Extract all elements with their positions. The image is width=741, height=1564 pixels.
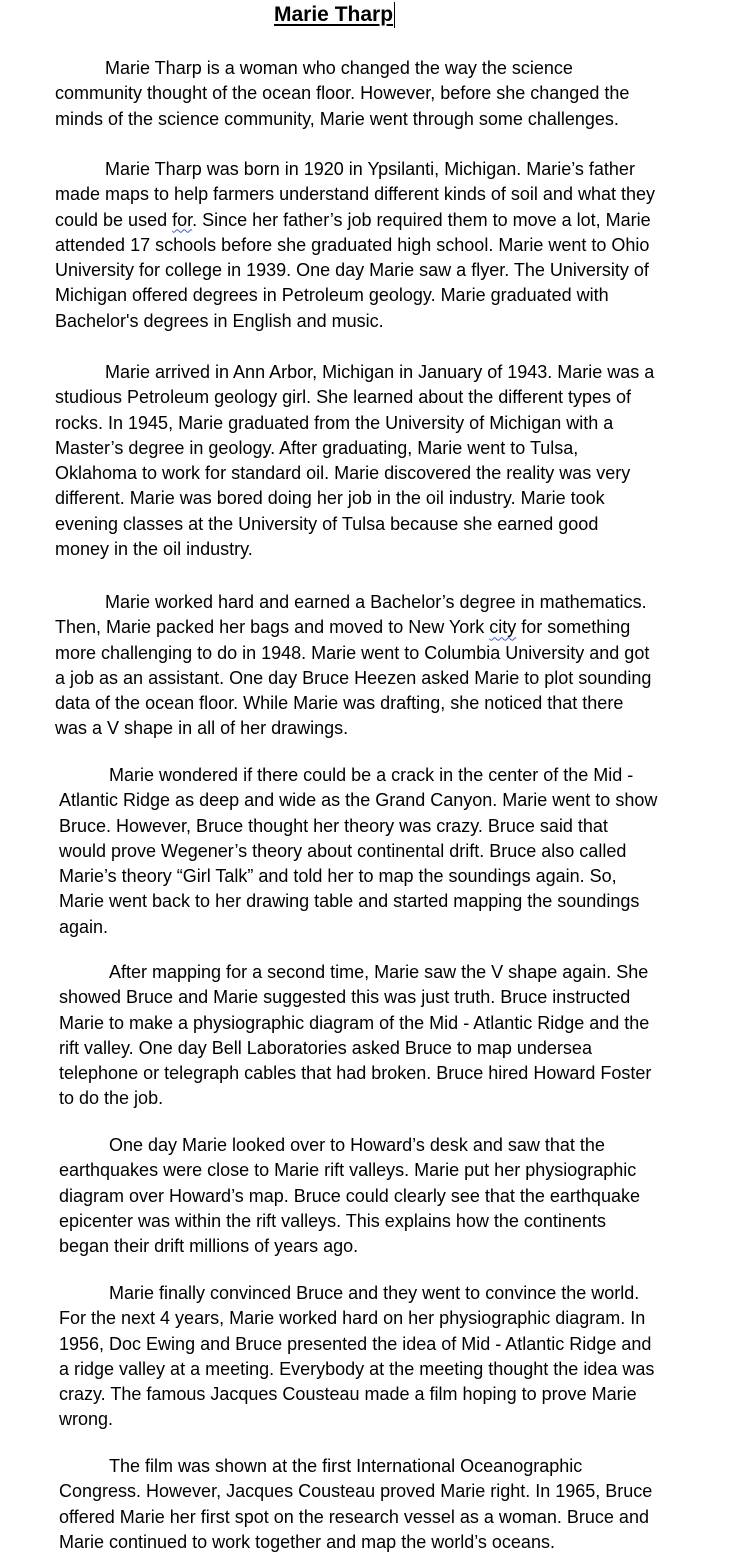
paragraph-line: Master’s degree in geology. After graduating, Marie went to Tulsa,: [55, 437, 579, 458]
paragraph-line: to do the job.: [59, 1088, 164, 1109]
paragraph-line: crazy. The famous Jacques Cousteau made a film hoping to prove Marie: [59, 1384, 637, 1405]
paragraph-line: Bruce. However, Bruce thought her theory was crazy. Bruce said that: [59, 815, 608, 836]
paragraph-line: epicenter was within the rift valleys. This explains how the continents: [59, 1210, 606, 1231]
paragraph-line: minds of the science community, Marie went through some challenges.: [55, 108, 619, 129]
paragraph-line: diagram over Howard’s map. Bruce could clearly see that the earthquake: [59, 1185, 640, 1206]
paragraph-line: Marie worked hard and earned a Bachelor’s degree in mathematics.: [105, 592, 647, 612]
paragraph-line: more challenging to do in 1948. Marie went to Columbia University and got: [55, 642, 650, 663]
paragraph-line: Marie continued to work together and map the world’s oceans.: [59, 1531, 555, 1552]
paragraph-line: showed Bruce and Marie suggested this was just truth. Bruce instructed: [59, 987, 631, 1008]
line-segment: Then, Marie packed her bags and moved to New York: [55, 617, 490, 638]
grammar-flag: for: [172, 209, 193, 230]
paragraph-line: Congress. However, Jacques Cousteau proved Marie right. In 1965, Bruce: [59, 1481, 653, 1502]
document-title-text: Marie Tharp: [274, 3, 394, 26]
paragraph-line: studious Petroleum geology girl. She learned about the different types of: [55, 387, 632, 408]
paragraph-line: Michigan offered degrees in Petroleum geology. Marie graduated with: [55, 285, 609, 306]
paragraph-4: [55, 590, 651, 742]
line-segment: for something: [516, 617, 631, 638]
document-title: [274, 2, 395, 28]
paragraph-line: Marie Tharp is a woman who changed the way the science: [105, 58, 573, 78]
paragraph-line: Marie to make a physiographic diagram of the Mid - Atlantic Ridge and the: [59, 1012, 650, 1033]
paragraph-line: data of the ocean floor. While Marie was drafting, she noticed that there: [55, 693, 624, 714]
paragraph-line: Marie’s theory “Girl Talk” and told her to map the soundings again. So,: [59, 866, 617, 887]
text-cursor: [394, 2, 395, 28]
paragraph-line: was a V shape in all of her drawings.: [55, 718, 349, 739]
paragraph-1: [55, 56, 629, 132]
paragraph-line: would prove Wegener’s theory about continental drift. Bruce also called: [59, 840, 627, 861]
paragraph-2: [55, 157, 655, 334]
line-segment: . Since her father’s job required them to move a lot, Marie: [192, 209, 651, 230]
paragraph-line: 1956, Doc Ewing and Bruce presented the idea of Mid - Atlantic Ridge and: [59, 1333, 652, 1354]
paragraph-line: After mapping for a second time, Marie saw the V shape again. She: [109, 962, 649, 982]
paragraph-line: Marie arrived in Ann Arbor, Michigan in January of 1943. Marie was a: [105, 362, 655, 382]
paragraph-6: [59, 960, 651, 1112]
paragraph-line: rocks. In 1945, Marie graduated from the University of Michigan with a: [55, 412, 614, 433]
paragraph-line: wrong.: [59, 1409, 114, 1430]
paragraph-line: University for college in 1939. One day Marie saw a flyer. The University of: [55, 260, 649, 281]
paragraph-line: Oklahoma to work for standard oil. Marie discovered the reality was very: [55, 463, 631, 484]
paragraph-line: different. Marie was bored doing her job in the oil industry. Marie took: [55, 488, 605, 509]
paragraph-line: community thought of the ocean floor. However, before she changed the: [55, 83, 630, 104]
line-segment: could be used: [55, 209, 173, 230]
paragraph-line: Atlantic Ridge as deep and wide as the Grand Canyon. Marie went to show: [59, 790, 658, 811]
paragraph-5: [59, 763, 657, 940]
paragraph-line: Marie wondered if there could be a crack in the center of the Mid -: [109, 765, 634, 785]
paragraph-line: Bachelor's degrees in English and music.: [55, 310, 384, 331]
paragraph-3: [55, 360, 654, 562]
paragraph-line: telephone or telegraph cables that had broken. Bruce hired Howard Foster: [59, 1063, 652, 1084]
paragraph-line: evening classes at the University of Tulsa because she earned good: [55, 513, 599, 534]
paragraph-line: began their drift millions of years ago.: [59, 1236, 359, 1257]
paragraph-line: [55, 208, 655, 233]
paragraph-line: money in the oil industry.: [55, 539, 253, 560]
paragraph-line: a job as an assistant. One day Bruce Heezen asked Marie to plot sounding: [55, 667, 652, 688]
paragraph-line: offered Marie her first spot on the research vessel as a woman. Bruce and: [59, 1506, 649, 1527]
grammar-flag: city: [489, 617, 517, 638]
paragraph-7: [59, 1133, 640, 1259]
paragraph-line: Marie finally convinced Bruce and they went to convince the world.: [109, 1283, 640, 1303]
paragraph-line: For the next 4 years, Marie worked hard on her physiographic diagram. In: [59, 1308, 646, 1329]
paragraph-line: The film was shown at the first International Oceanographic: [109, 1456, 583, 1476]
paragraph-line: attended 17 schools before she graduated high school. Marie went to Ohio: [55, 234, 650, 255]
paragraph-line: rift valley. One day Bell Laboratories asked Bruce to map undersea: [59, 1037, 592, 1058]
paragraph-line: again.: [59, 916, 109, 937]
paragraph-line: Marie went back to her drawing table and started mapping the soundings: [59, 891, 640, 912]
paragraph-line: made maps to help farmers understand different kinds of soil and what they: [55, 184, 656, 205]
paragraph-line: Marie Tharp was born in 1920 in Ypsilanti, Michigan. Marie’s father: [105, 159, 635, 179]
paragraph-line: a ridge valley at a meeting. Everybody at the meeting thought the idea was: [59, 1358, 655, 1379]
paragraph-8: [59, 1281, 654, 1433]
paragraph-line: One day Marie looked over to Howard’s desk and saw that the: [109, 1135, 605, 1155]
paragraph-9: [59, 1454, 652, 1555]
paragraph-line: [55, 615, 651, 640]
paragraph-line: earthquakes were close to Marie rift valleys. Marie put her physiographic: [59, 1160, 637, 1181]
